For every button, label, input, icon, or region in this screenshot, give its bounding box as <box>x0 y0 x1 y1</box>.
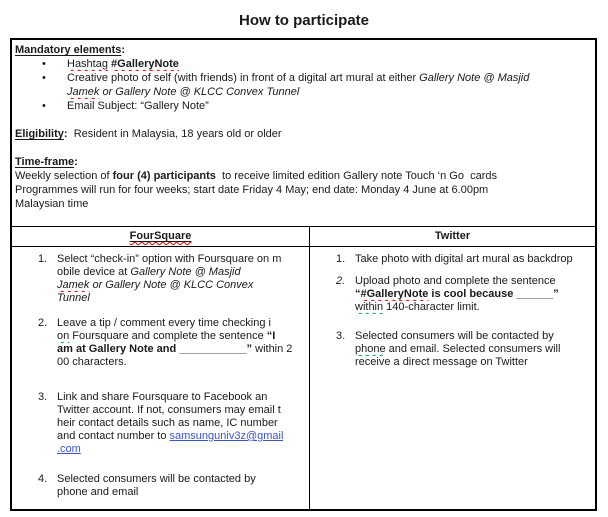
timeframe-pre: Weekly selection of <box>15 170 113 182</box>
eligibility-sep: : <box>63 128 74 140</box>
step-text-run: Foursquare and complete the sentence <box>69 330 267 342</box>
step-text: Selected consumers will be contacted by <box>57 473 256 485</box>
step-number: 2. <box>336 275 346 287</box>
step-number: 4. <box>38 473 48 485</box>
step-item <box>12 317 309 369</box>
step-text: Tunnel <box>57 292 90 304</box>
step-text <box>57 443 283 456</box>
eligibility-heading: Eligibility <box>15 128 64 140</box>
step-text-run: Leave a tip / comment every time checking <box>57 317 269 329</box>
step-item <box>310 253 595 266</box>
column-header-foursquare <box>12 227 310 246</box>
step-text-run: on <box>57 330 70 342</box>
step-text: heir contact details such as name, IC number <box>57 417 278 429</box>
step-text <box>57 330 292 343</box>
bullet-icon: • <box>42 100 46 112</box>
location-1: Gallery Note @ Masjid <box>419 72 530 84</box>
table-header-row <box>12 227 595 247</box>
timeframe-heading-line <box>15 155 589 169</box>
step-text <box>57 430 283 443</box>
bullet-item-photo <box>15 71 589 85</box>
bullet-item-photo-cont <box>15 85 589 99</box>
step-text-run: phone <box>355 343 386 355</box>
step-number: 1. <box>336 253 346 265</box>
bullet-icon: • <box>42 58 46 70</box>
timeframe-heading: Time-frame <box>15 156 75 168</box>
step-text: Twitter account. If not, consumers may email t <box>57 404 281 416</box>
spacer <box>15 113 589 127</box>
step-item <box>12 391 309 456</box>
foursquare-steps <box>12 247 310 509</box>
email-link[interactable]: .com <box>57 443 81 455</box>
sentence-template: is cool because ______” <box>428 288 559 300</box>
step-text: Upload photo and complete the sentence <box>355 275 556 287</box>
sentence-template: “ <box>355 288 361 300</box>
eligibility-text: Resident in Malaysia, 18 years old or older <box>73 128 282 140</box>
step-text: 00 characters. <box>57 356 127 368</box>
step-text <box>355 288 559 301</box>
step-text <box>57 343 292 356</box>
foursquare-header-text: FourSquare <box>129 230 192 242</box>
photo-text: Creative photo of self (with friends) in front of a digital art mural at either <box>67 72 420 84</box>
timeframe-text-1 <box>15 169 589 183</box>
location-name: or Gallery Note @ KLCC Convex <box>89 279 254 291</box>
hashtag-word: Hashtag <box>67 58 108 70</box>
info-cell <box>12 40 595 227</box>
location-name: Gallery Note @ Masjid <box>130 266 241 278</box>
column-header-twitter <box>310 227 595 246</box>
step-text-run: and email. Selected consumers will <box>385 343 561 355</box>
step-text: phone and email <box>57 486 139 498</box>
mandatory-heading-text: Mandatory elements <box>15 44 122 56</box>
step-text-run: i <box>268 317 271 329</box>
step-text: Select “check-in” option with Foursquare on m <box>57 253 282 265</box>
step-text-run: 140-character limit. <box>383 301 480 313</box>
timeframe-participants: four (4) participants <box>112 170 216 182</box>
eligibility-line <box>15 127 589 141</box>
hashtag-tag: #GalleryNote <box>111 58 179 70</box>
page-title: How to participate <box>238 12 369 29</box>
step-text <box>57 317 292 330</box>
step-text <box>57 266 281 279</box>
email-link[interactable]: samsunguniv3z@gmail <box>169 430 284 442</box>
twitter-steps <box>310 247 595 509</box>
bullet-item-hashtag <box>15 57 589 71</box>
document-table <box>10 38 597 511</box>
step-text: Selected consumers will be contacted by <box>355 330 554 342</box>
location-name: Jamek <box>57 279 90 291</box>
timeframe-colon: : <box>74 156 78 168</box>
step-item <box>12 253 309 305</box>
step-text <box>355 343 560 356</box>
hashtag-tag: #GalleryNote <box>360 288 429 300</box>
bullet-icon: • <box>42 72 46 84</box>
foursquare-header-underline <box>130 230 192 242</box>
bullet-item-email-subject <box>15 99 589 113</box>
timeframe-text-3: Malaysian time <box>15 198 89 210</box>
timeframe-post: to receive limited edition Gallery note Touch ‘n Go cards <box>215 170 497 182</box>
location-1-cont: Jamek <box>67 86 100 98</box>
step-number: 1. <box>38 253 48 265</box>
step-number: 3. <box>38 391 48 403</box>
email-subject-text: Email Subject: “Gallery Note” <box>67 100 209 112</box>
sentence-template: “I <box>266 330 276 342</box>
table-body-row <box>12 247 595 509</box>
sentence-template: am at Gallery Note and ___________” <box>57 343 253 355</box>
mandatory-heading <box>15 43 589 57</box>
spacer <box>15 141 589 155</box>
step-item <box>310 330 595 369</box>
step-text <box>355 301 559 314</box>
mandatory-heading-colon: : <box>121 44 126 56</box>
step-text: receive a direct message on Twitter <box>355 356 528 368</box>
step-text-run: obile device at <box>57 266 131 278</box>
step-text: Take photo with digital art mural as backdrop <box>355 253 573 265</box>
step-item <box>12 473 309 499</box>
location-2: or Gallery Note @ KLCC Convex Tunnel <box>99 86 300 98</box>
step-number: 3. <box>336 330 346 342</box>
step-item <box>310 275 595 314</box>
timeframe-text-2: Programmes will run for four weeks; start date Friday 4 May; end date: Monday 4 June at 6.00pm <box>15 184 489 196</box>
step-text-run: within <box>355 301 384 313</box>
step-number: 2. <box>38 317 48 329</box>
step-text-run: and contact number to <box>57 430 170 442</box>
step-text: Link and share Foursquare to Facebook an <box>57 391 268 403</box>
step-text <box>57 279 281 292</box>
step-text-run: within 2 <box>252 343 293 355</box>
twitter-header-text: Twitter <box>434 230 471 242</box>
